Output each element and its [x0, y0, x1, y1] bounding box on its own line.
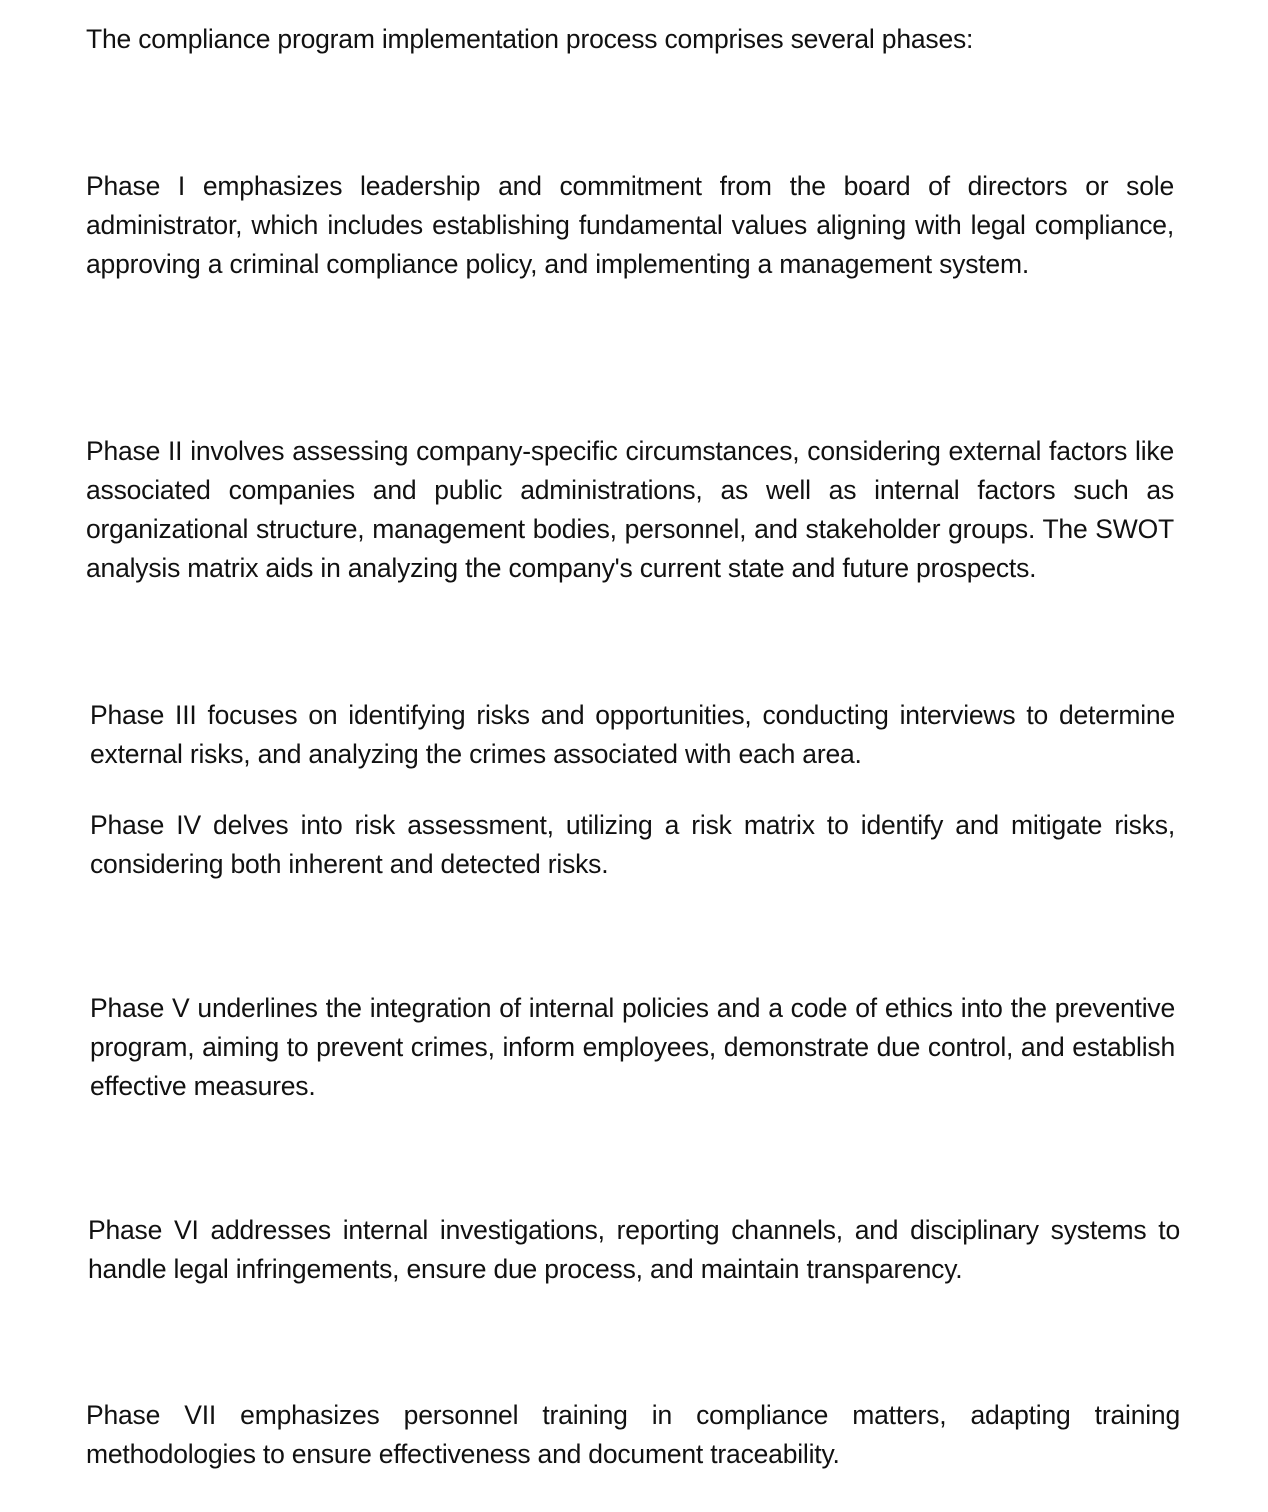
phase-3-paragraph: Phase III focuses on identifying risks and opportunities, conducting interviews to determine external risks, and analyzing the crimes associated with each area.: [90, 700, 1175, 769]
phase-4-paragraph: Phase IV delves into risk assessment, utilizing a risk matrix to identify and mitigate risks, considering both inherent and detected risks.: [90, 810, 1175, 879]
phase-7-paragraph: Phase VII emphasizes personnel training in compliance matters, adapting training methodologies to ensure effectiveness and document traceability.: [86, 1400, 1180, 1469]
phase-1-paragraph: Phase I emphasizes leadership and commitment from the board of directors or sole administrator, which includes establishing fundamental values aligning with legal compliance, approving a criminal compliance policy, and implementing a management system.: [86, 171, 1174, 279]
phase-6-paragraph: Phase VI addresses internal investigations, reporting channels, and disciplinary systems to handle legal infringements, ensure due process, and maintain transparency.: [88, 1215, 1180, 1284]
phase-2-paragraph: Phase II involves assessing company-specific circumstances, considering external factors like associated companies and public administrations, as well as internal factors such as organizational structure, management bodies, personnel, and stakeholder groups. The SWOT analysis matrix aids in analyzing the company's current state and future prospects.: [86, 436, 1174, 583]
intro-paragraph: The compliance program implementation process comprises several phases:: [86, 24, 974, 54]
phase-5-paragraph: Phase V underlines the integration of internal policies and a code of ethics into the preventive program, aiming to prevent crimes, inform employees, demonstrate due control, and establish effective measures.: [90, 993, 1175, 1101]
